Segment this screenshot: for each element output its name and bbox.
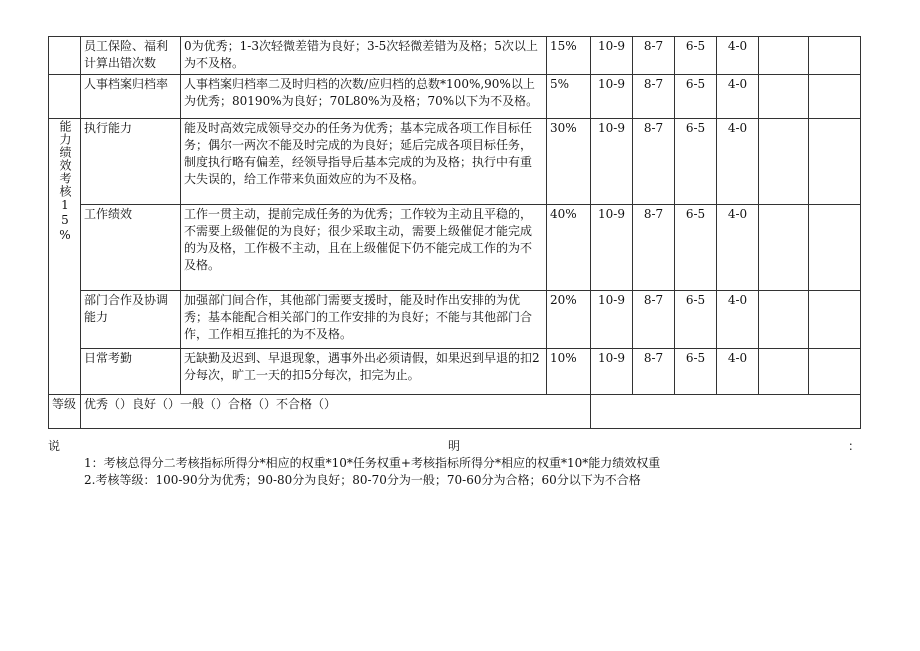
score-entry-cell[interactable] bbox=[809, 37, 861, 75]
score-pass: 6-5 bbox=[675, 119, 717, 205]
item-weight: 40% bbox=[547, 205, 591, 291]
score-pass: 6-5 bbox=[675, 291, 717, 349]
item-name: 人事档案归档率 bbox=[81, 75, 181, 119]
item-name: 部门合作及协调能力 bbox=[81, 291, 181, 349]
item-weight: 20% bbox=[547, 291, 591, 349]
notes-heading-mid: 明 bbox=[447, 439, 460, 453]
score-entry-cell[interactable] bbox=[759, 75, 809, 119]
score-pass: 6-5 bbox=[675, 349, 717, 395]
score-pass: 6-5 bbox=[675, 37, 717, 75]
item-standard: 0为优秀；1-3次轻微差错为良好；3-5次轻微差错为及格；5次以上为不及格。 bbox=[181, 37, 547, 75]
notes-section bbox=[48, 438, 860, 489]
score-excellent: 10-9 bbox=[591, 349, 633, 395]
score-entry-cell[interactable] bbox=[759, 37, 809, 75]
table-row bbox=[49, 205, 861, 291]
score-excellent: 10-9 bbox=[591, 205, 633, 291]
table-row bbox=[49, 37, 861, 75]
score-entry-cell[interactable] bbox=[759, 205, 809, 291]
item-standard: 无缺勤及迟到、早退现象，遇事外出必须请假，如果迟到早退的扣2分每次，旷工一天的扣5分每次，扣完为止。 bbox=[181, 349, 547, 395]
item-name: 工作绩效 bbox=[81, 205, 181, 291]
notes-heading-right: ： bbox=[847, 439, 860, 453]
grade-blank-cell bbox=[591, 395, 861, 429]
score-fail: 4-0 bbox=[717, 349, 759, 395]
note-line-2: 2.考核等级：100-90分为优秀；90-80分为良好；80-70分为一般；70-60分为合格；60分以下为不合格 bbox=[84, 473, 641, 487]
item-standard: 工作一贯主动，提前完成任务的为优秀；工作较为主动且平稳的，不需要上级催促的为良好；很少采取主动，需要上级催促才能完成的为及格，工作极不主动，且在上级催促下仍不能完成工作的为不及格。 bbox=[181, 205, 547, 291]
score-entry-cell[interactable] bbox=[809, 75, 861, 119]
item-standard: 能及时高效完成领导交办的任务为优秀；基本完成各项工作目标任务；偶尔一两次不能及时完成的为良好；延后完成各项目标任务，制度执行略有偏差，经领导指导后基本完成的为及格；执行中有重大失误的，给工作带来负面效应的为不及格。 bbox=[181, 119, 547, 205]
item-weight: 15% bbox=[547, 37, 591, 75]
item-standard: 人事档案归档率二及时归档的次数/应归档的总数*100%,90%以上为优秀；80190%为良好；70L80%为及格；70%以下为不及格。 bbox=[181, 75, 547, 119]
score-good: 8-7 bbox=[633, 119, 675, 205]
score-good: 8-7 bbox=[633, 291, 675, 349]
table-row bbox=[49, 349, 861, 395]
item-standard: 加强部门间合作，其他部门需要支援时，能及时作出安排的为优秀；基本能配合相关部门的工作安排的为良好；不能与其他部门合作，工作相互推托的为不及格。 bbox=[181, 291, 547, 349]
score-entry-cell[interactable] bbox=[809, 291, 861, 349]
item-name: 员工保险、福利计算出错次数 bbox=[81, 37, 181, 75]
score-entry-cell[interactable] bbox=[759, 291, 809, 349]
grade-label: 等级 bbox=[49, 395, 81, 429]
score-entry-cell[interactable] bbox=[759, 119, 809, 205]
score-fail: 4-0 bbox=[717, 205, 759, 291]
score-fail: 4-0 bbox=[717, 291, 759, 349]
score-pass: 6-5 bbox=[675, 75, 717, 119]
item-weight: 5% bbox=[547, 75, 591, 119]
evaluation-table bbox=[48, 36, 861, 429]
score-entry-cell[interactable] bbox=[809, 205, 861, 291]
item-name: 执行能力 bbox=[81, 119, 181, 205]
score-pass: 6-5 bbox=[675, 205, 717, 291]
table-row bbox=[49, 119, 861, 205]
score-entry-cell[interactable] bbox=[809, 349, 861, 395]
item-name: 日常考勤 bbox=[81, 349, 181, 395]
score-fail: 4-0 bbox=[717, 119, 759, 205]
notes-heading bbox=[48, 438, 860, 455]
table-row bbox=[49, 291, 861, 349]
score-good: 8-7 bbox=[633, 75, 675, 119]
category-cell-top bbox=[49, 37, 81, 75]
notes-heading-left: 说 bbox=[48, 439, 61, 453]
score-good: 8-7 bbox=[633, 37, 675, 75]
score-fail: 4-0 bbox=[717, 37, 759, 75]
score-excellent: 10-9 bbox=[591, 119, 633, 205]
score-good: 8-7 bbox=[633, 205, 675, 291]
score-excellent: 10-9 bbox=[591, 75, 633, 119]
score-fail: 4-0 bbox=[717, 75, 759, 119]
score-excellent: 10-9 bbox=[591, 291, 633, 349]
score-entry-cell[interactable] bbox=[759, 349, 809, 395]
item-weight: 10% bbox=[547, 349, 591, 395]
grade-options[interactable]: 优秀（）良好（）一般（）合格（）不合格（） bbox=[81, 395, 591, 429]
table-row bbox=[49, 75, 861, 119]
item-weight: 30% bbox=[547, 119, 591, 205]
score-entry-cell[interactable] bbox=[809, 119, 861, 205]
score-good: 8-7 bbox=[633, 349, 675, 395]
note-line-1: 1：考核总得分二考核指标所得分*相应的权重*10*任务权重+考核指标所得分*相应的权重*10*能力绩效权重 bbox=[84, 456, 661, 470]
evaluation-table-container bbox=[48, 36, 861, 429]
score-excellent: 10-9 bbox=[591, 37, 633, 75]
grade-row bbox=[49, 395, 861, 429]
category-cell-top bbox=[49, 75, 81, 119]
category-label: 能力绩效考核15% bbox=[49, 119, 81, 395]
